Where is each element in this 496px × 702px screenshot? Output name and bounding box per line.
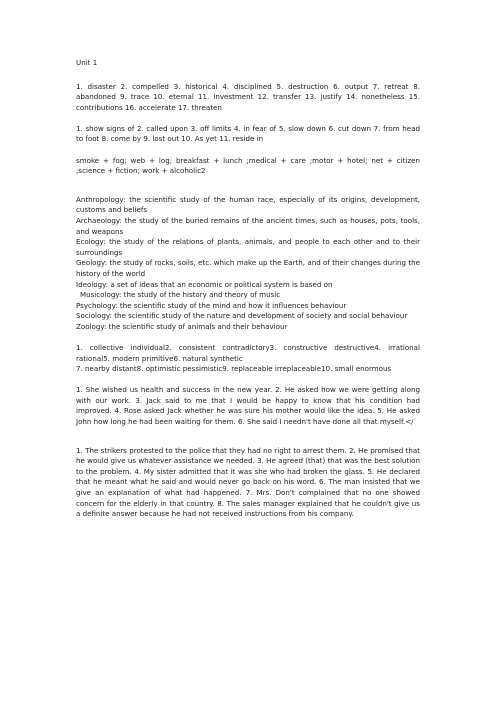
definition-ecology: Ecology: the study of the relations of plants, animals, and people to each other and to their surroundings <box>76 237 420 257</box>
document-page <box>76 58 420 530</box>
antonym-answers <box>76 343 420 375</box>
phrase-answers: 1. show signs of 2. called upon 3. off limits 4. in fear of 5. slow down 6. cut down 7. from head to foot 8. come by 9. lost out 10. As yet 11. reside in <box>76 123 420 144</box>
definition-anthropology: Anthropology: the scientific study of the human race, especially of its origins, development, customs and beliefs <box>76 194 420 215</box>
definition-zoology: Zoology: the scientific study of animals and their behaviour <box>76 321 288 331</box>
definition-musicology: Musicology: the study of the history and theory of music <box>80 290 281 300</box>
vocabulary-answers: 1. disaster 2. compelled 3. historical 4. disciplined 5. destruction 6. output 7. retreat 8. abandoned 9. trace 10. eternal 11. investment 12. transfer 13. justify 14. nonetheless 15. contributions 16. accelerate 17. threaten <box>76 81 420 112</box>
unit-title: Unit 1 <box>76 58 98 67</box>
antonym-line-2: 7. nearby distant8. optimistic pessimistic9. replaceable irreplaceable10. small enormous <box>76 364 392 374</box>
definition-ideology: Ideology: a set of ideas that an economic or political system is based on <box>76 279 333 289</box>
definition-psychology: Psychology: the scientific study of the mind and how it influences behaviour <box>76 300 347 310</box>
reported-speech-answers-2: 1. The strikers protested to the police that they had no right to arrest them. 2. He promised that he would give us whatever assistance we needed. 3. He agreed (that) that was the best solution to the problem. 4. My sister admitted that it was she who had broken the glass. 5. He declared that he meant what he said and would never go back on his word. 6. The man insisted that we give an explanation of what had happened. 7. Mrs. Don't complained that no one showed concern for the elderly in that country. 8. The sales manager explained that he couldn't give us a definite answer because he had not received instructions from his company. <box>76 445 420 519</box>
antonym-line-1: 1. collective individual2. consistent contradictory3. constructive destructive4. irrational rational5. modern primitive6. natural synthetic <box>76 342 420 363</box>
reported-speech-answers-1: 1. She wished us health and success in the new year. 2. He asked how we were getting along with our work. 3. Jack said to me that I would be happy to know that his condition had improved. 4. Rose asked Jack whether he was sure his mother would like the idea. 5. He asked John how long he had been waiting for them. 6. She said I needn't have done all that myself.</ <box>76 385 420 427</box>
definitions-list <box>76 195 420 333</box>
definition-archaeology: Archaeology: the study of the buried remains of the ancient times, such as houses, pots, tools, and weapons <box>76 215 420 236</box>
word-blend-answers: smoke + fog; web + log; breakfast + lunch ;medical + care ;motor + hotel; net + citizen ;science + fiction; work + alcoholic2 <box>76 155 420 176</box>
definition-geology: Geology: the study of rocks, soils, etc. which make up the Earth, and of their changes during the history of the world <box>76 258 420 278</box>
definition-sociology: Sociology: the scientific study of the nature and development of society and social behaviour <box>76 311 408 321</box>
